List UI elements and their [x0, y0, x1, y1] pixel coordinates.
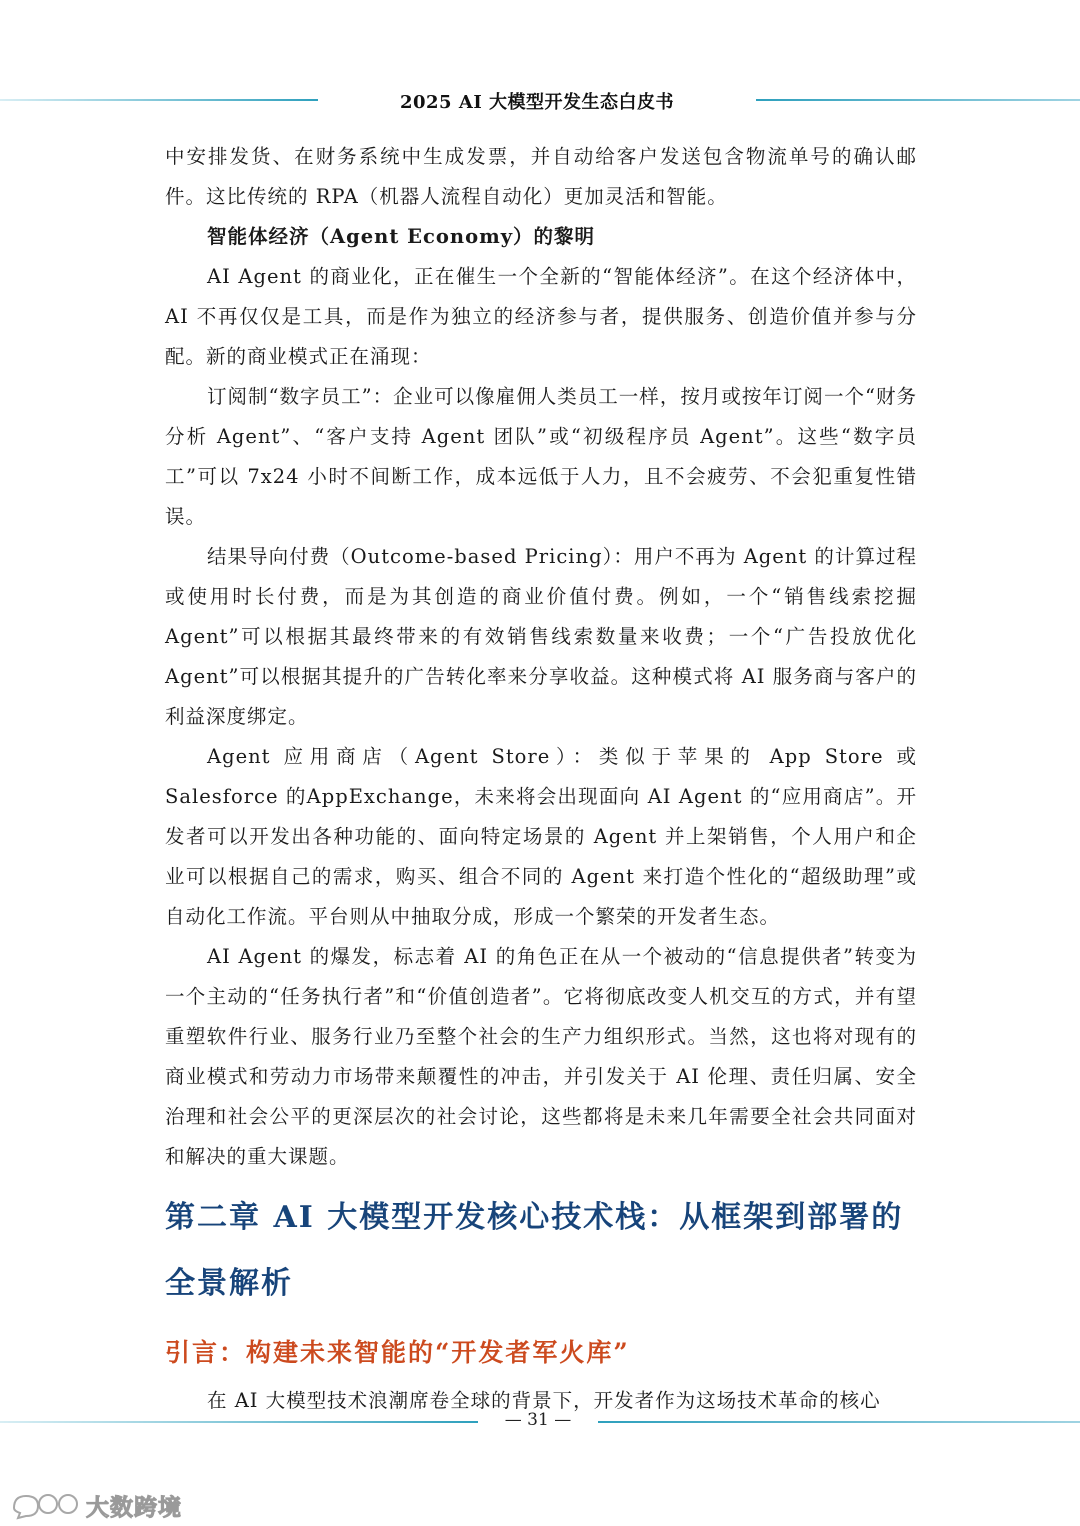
subheading-agent-economy: 智能体经济（Agent Economy）的黎明	[207, 225, 596, 248]
section-title: 引言：构建未来智能的“开发者军火库”	[165, 1338, 630, 1367]
chapter-title: 第二章 AI 大模型开发核心技术栈：从框架到部署的全景解析	[165, 1200, 904, 1301]
paragraph-continued: 中安排发货、在财务系统中生成发票，并自动给客户发送包含物流单号的确认邮件。这比传统的 RPA（机器人流程自动化）更加灵活和智能。	[165, 145, 917, 208]
page-body	[165, 137, 917, 1421]
paragraph-intro: 在 AI 大模型技术浪潮席卷全球的背景下，开发者作为这场技术革命的核心	[207, 1389, 881, 1412]
header-rule-right	[756, 99, 1080, 101]
watermark-text: 大数跨境	[86, 1494, 182, 1521]
paragraph-agent-commercialization: AI Agent 的商业化，正在催生一个全新的“智能体经济”。在这个经济体中，AI 不再仅仅是工具，而是作为独立的经济参与者，提供服务、创造价值并参与分配。新的商业模式正在涌现：	[165, 265, 917, 368]
chat-bubbles-logo-icon	[8, 1488, 80, 1522]
running-header-title: 2025 AI 大模型开发生态白皮书	[399, 92, 674, 113]
header-rule-left	[0, 99, 318, 101]
page-number: — 31 —	[504, 1410, 572, 1430]
paragraph-outcome-pricing: 结果导向付费（Outcome-based Pricing）：用户不再为 Agent 的计算过程或使用时长付费，而是为其创造的商业价值付费。例如，一个“销售线索挖掘 Agent”可以根据其最终带来的有效销售线索数量来收费；一个“广告投放优化 Agent”可以根据其提升的广告转化率来分享收益。这种模式将 AI 服务商与客户的利益深度绑定。	[165, 545, 917, 728]
paragraph-subscription-model: 订阅制“数字员工”：企业可以像雇佣人类员工一样，按月或按年订阅一个“财务分析 Agent”、“客户支持 Agent 团队”或“初级程序员 Agent”。这些“数字员工”可以 7x24 小时不间断工作，成本远低于人力，且不会疲劳、不会犯重复性错误。	[165, 385, 917, 528]
footer-rule-right	[598, 1421, 1080, 1423]
footer-rule-left	[0, 1421, 478, 1423]
watermark	[8, 1488, 182, 1522]
paragraph-agent-store: Agent 应用商店（Agent Store）：类似于苹果的 App Store 或 Salesforce 的AppExchange，未来将会出现面向 AI Agent 的“应用商店”。开发者可以开发出各种功能的、面向特定场景的 Agent 并上架销售，个人用户和企业可以根据自己的需求，购买、组合不同的 Agent 来打造个性化的“超级助理”或自动化工作流。平台则从中抽取分成，形成一个繁荣的开发者生态。	[165, 745, 917, 928]
paragraph-agent-impact: AI Agent 的爆发，标志着 AI 的角色正在从一个被动的“信息提供者”转变为一个主动的“任务执行者”和“价值创造者”。它将彻底改变人机交互的方式，并有望重塑软件行业、服务行业乃至整个社会的生产力组织形式。当然，这也将对现有的商业模式和劳动力市场带来颠覆性的冲击，并引发关于 AI 伦理、责任归属、安全治理和社会公平的更深层次的社会讨论，这些都将是未来几年需要全社会共同面对和解决的重大课题。	[165, 945, 917, 1168]
